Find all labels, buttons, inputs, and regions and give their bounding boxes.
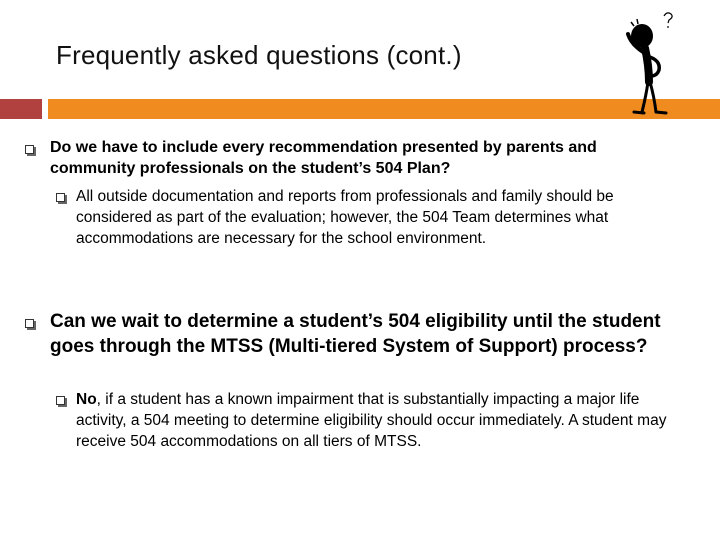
faq-question-1: Do we have to include every recommendation presented by parents and community professionals on the student’s 504 Plan? bbox=[50, 139, 597, 177]
faq-answer-2-lead: No bbox=[76, 391, 97, 408]
square-bullet-icon bbox=[56, 396, 65, 405]
faq-answer-1: All outside documentation and reports from professionals and family should be considered as part of the evaluation; however, the 504 Team determines what accommodations are necessary for the school environment. bbox=[76, 188, 614, 247]
thinking-stick-figure-icon bbox=[612, 8, 692, 120]
square-bullet-icon bbox=[25, 319, 34, 328]
faq-answer-2 bbox=[76, 389, 676, 452]
title-rule-left-segment bbox=[0, 99, 42, 119]
faq-answer-2-body: , if a student has a known impairment that is substantially impacting a major life activity, a 504 meeting to determine eligibility should occur immediately. A student may receive 504 accommodations on all tiers of MTSS. bbox=[76, 391, 667, 450]
faq-question-2: Can we wait to determine a student’s 504 eligibility until the student goes through the MTSS (Multi-tiered System of Support) process? bbox=[50, 311, 661, 357]
slide-title: Frequently asked questions (cont.) bbox=[56, 40, 462, 70]
square-bullet-icon bbox=[56, 193, 65, 202]
square-bullet-icon bbox=[25, 145, 34, 154]
